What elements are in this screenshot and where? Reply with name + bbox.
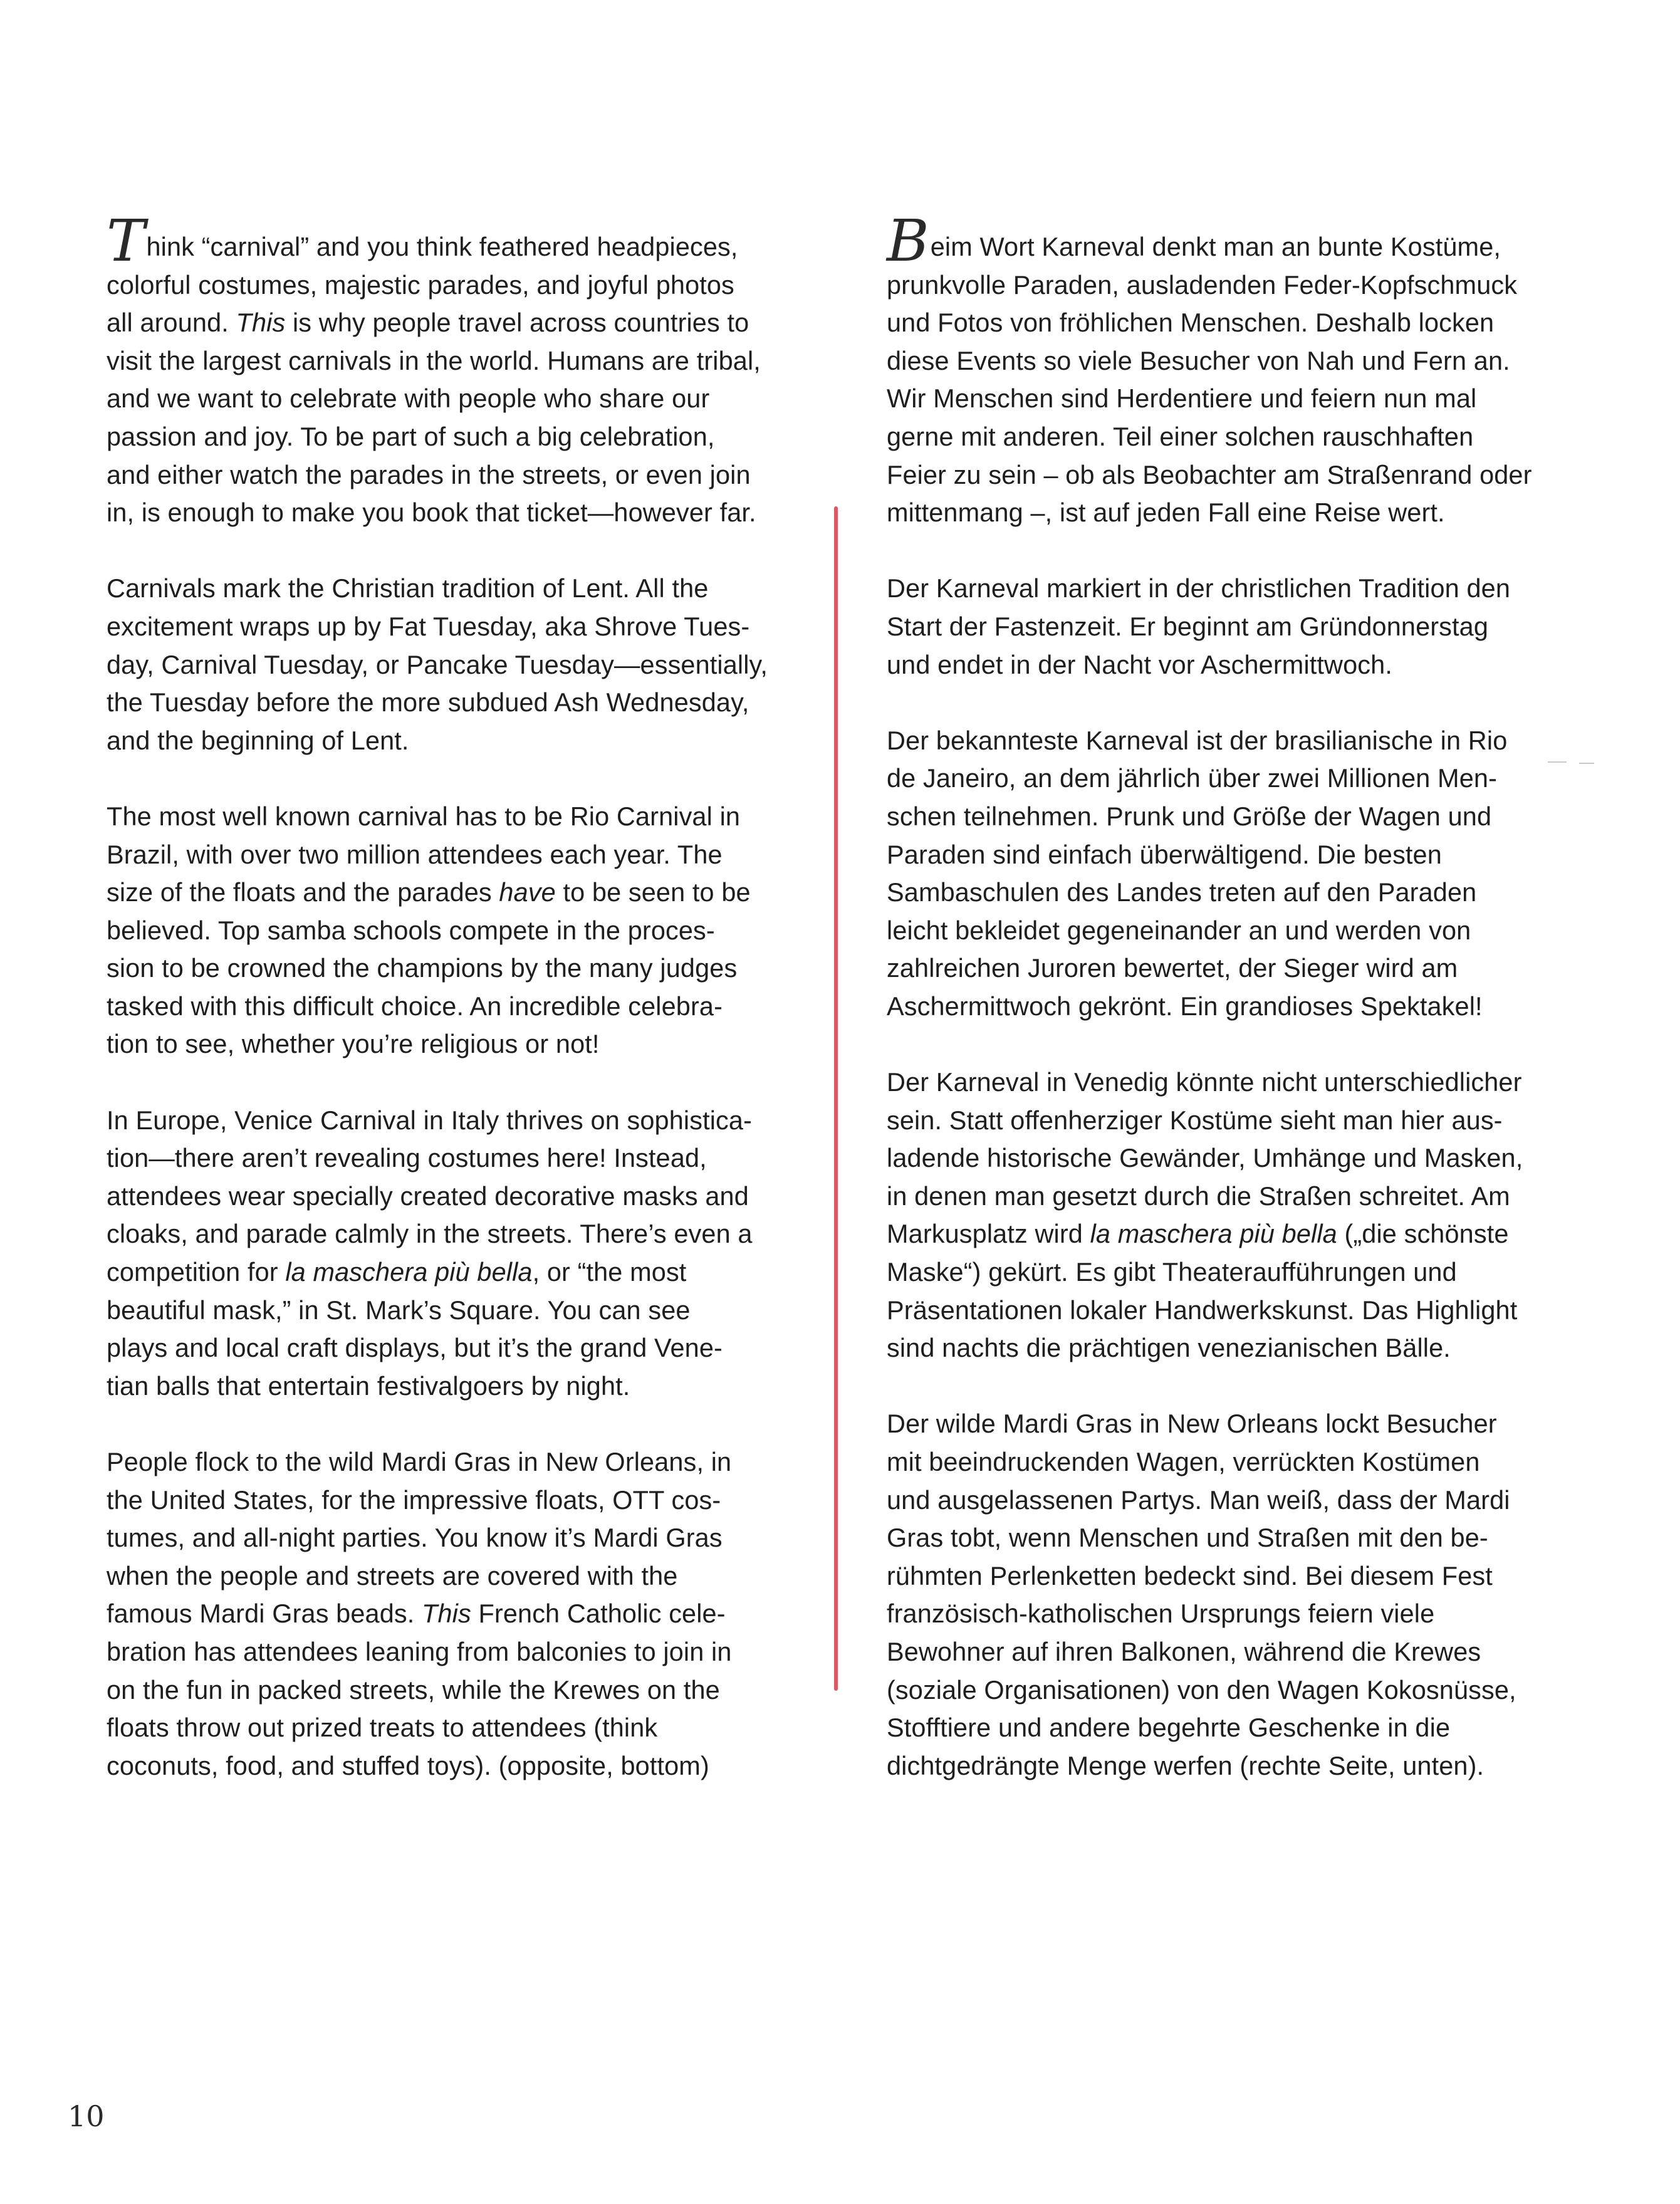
text-line: und endet in der Nacht vor Aschermittwoch.	[887, 649, 1392, 679]
paragraph	[107, 570, 815, 760]
text-line: Markusplatz wird la maschera più bella („die schönste	[887, 1219, 1509, 1249]
text-line: in, is enough to make you book that ticket—however far.	[107, 498, 756, 528]
text-line: diese Events so viele Besucher von Nah und Fern an.	[887, 345, 1510, 375]
text-line: tumes, and all-night parties. You know it’s Mardi Gras	[107, 1523, 723, 1553]
text-line: bration has attendees leaning from balconies to join in	[107, 1636, 732, 1666]
text-line: französisch-katholischen Ursprungs feiern viele	[887, 1599, 1435, 1629]
text-line: mittenmang –, ist auf jeden Fall eine Reise wert.	[887, 498, 1445, 528]
text-line: attendees wear specially created decorative masks and	[107, 1181, 749, 1211]
text-line: and the beginning of Lent.	[107, 725, 409, 755]
text-line-rest: hink “carnival” and you think feathered headpieces,	[146, 232, 738, 261]
text-line: Aschermittwoch gekrönt. Ein grandioses Spektakel!	[887, 991, 1483, 1021]
text-line: Gras tobt, wenn Menschen und Straßen mit den be-	[887, 1523, 1488, 1553]
text-line: when the people and streets are covered with the	[107, 1560, 678, 1590]
text-line: plays and local craft displays, but it’s the grand Vene-	[107, 1333, 723, 1363]
text-line: competition for la maschera più bella, or “the most	[107, 1257, 687, 1287]
text-line: sion to be crowned the champions by the many judges	[107, 953, 738, 983]
text-line: Der Karneval in Venedig könnte nicht unterschiedlicher	[887, 1067, 1522, 1097]
text-line: and we want to celebrate with people who share our	[107, 384, 710, 414]
page-number: 10	[68, 2099, 105, 2133]
text-line: prunkvolle Paraden, ausladenden Feder-Kopfschmuck	[887, 269, 1518, 300]
text-line: sind nachts die prächtigen venezianischen Bälle.	[887, 1333, 1451, 1363]
text-line: Sambaschulen des Landes treten auf den Paraden	[887, 877, 1477, 907]
text-line: (soziale Organisationen) von den Wagen Kokosnüsse,	[887, 1674, 1516, 1705]
text-line: Der Karneval markiert in der christlichen Tradition den	[887, 573, 1511, 603]
paragraph	[107, 1102, 815, 1406]
scan-mark	[1579, 763, 1594, 764]
german-column	[887, 207, 1589, 1823]
text-line: believed. Top samba schools compete in the proces-	[107, 915, 715, 945]
text-line: size of the floats and the parades have to be seen to be	[107, 877, 751, 907]
drop-cap: T	[107, 207, 145, 274]
text-line: schen teilnehmen. Prunk und Größe der Wagen und	[887, 801, 1492, 831]
text-line: Maske“) gekürt. Es gibt Theateraufführungen und	[887, 1257, 1457, 1287]
text-line: ladende historische Gewänder, Umhänge und Masken,	[887, 1143, 1523, 1173]
text-line: Präsentationen lokaler Handwerkskunst. Das Highlight	[887, 1295, 1518, 1325]
text-line: passion and joy. To be part of such a big celebration,	[107, 421, 715, 451]
text-line	[107, 207, 815, 274]
text-line: in denen man gesetzt durch die Straßen schreitet. Am	[887, 1181, 1510, 1211]
text-line: und Fotos von fröhlichen Menschen. Deshalb locken	[887, 308, 1495, 338]
paragraph	[887, 1063, 1589, 1367]
text-line: Feier zu sein – ob als Beobachter am Straßenrand oder	[887, 459, 1532, 489]
text-line: visit the largest carnivals in the world. Humans are tribal,	[107, 345, 761, 375]
paragraph	[887, 1405, 1589, 1785]
text-line: tian balls that entertain festivalgoers by night.	[107, 1371, 630, 1401]
text-line: and either watch the parades in the streets, or even join	[107, 459, 751, 489]
text-line: tion—there aren’t revealing costumes here! Instead,	[107, 1143, 707, 1173]
text-line: Der bekannteste Karneval ist der brasilianische in Rio	[887, 725, 1508, 755]
text-line: colorful costumes, majestic parades, and joyful photos	[107, 269, 734, 300]
text-line: sein. Statt offenherziger Kostüme sieht man hier aus-	[887, 1105, 1503, 1135]
text-line: dichtgedrängte Menge werfen (rechte Seite, unten).	[887, 1750, 1484, 1780]
text-line: zahlreichen Juroren bewertet, der Sieger wird am	[887, 953, 1458, 983]
text-line: Stofftiere und andere begehrte Geschenke in die	[887, 1713, 1451, 1743]
text-line: The most well known carnival has to be Rio Carnival in	[107, 801, 741, 831]
text-line: all around. This is why people travel across countries to	[107, 308, 749, 338]
text-line: the Tuesday before the more subdued Ash Wednesday,	[107, 687, 749, 718]
text-line	[887, 207, 1589, 274]
text-line: Start der Fastenzeit. Er beginnt am Gründonnerstag	[887, 611, 1489, 641]
text-line: Paraden sind einfach überwältigend. Die besten	[887, 839, 1442, 869]
paragraph	[107, 207, 815, 532]
paragraph	[887, 722, 1589, 1026]
text-line: Brazil, with over two million attendees each year. The	[107, 839, 723, 869]
text-line: excitement wraps up by Fat Tuesday, aka Shrove Tues-	[107, 611, 750, 641]
text-line: Carnivals mark the Christian tradition of Lent. All the	[107, 573, 709, 603]
paragraph	[107, 1443, 815, 1785]
text-line: In Europe, Venice Carnival in Italy thrives on sophistica-	[107, 1105, 752, 1135]
text-line: und ausgelassenen Partys. Man weiß, dass der Mardi	[887, 1485, 1510, 1515]
text-line: tion to see, whether you’re religious or not!	[107, 1029, 600, 1059]
text-line: People flock to the wild Mardi Gras in New Orleans, in	[107, 1447, 732, 1476]
column-divider	[834, 506, 838, 1691]
english-column	[107, 207, 815, 1823]
text-line: on the fun in packed streets, while the Krewes on the	[107, 1674, 720, 1705]
text-line: leicht bekleidet gegeneinander an und werden von	[887, 915, 1471, 945]
text-line: tasked with this difficult choice. An incredible celebra-	[107, 991, 723, 1021]
text-line: rühmten Perlenketten bedeckt sind. Bei diesem Fest	[887, 1560, 1493, 1590]
text-line: beautiful mask,” in St. Mark’s Square. You can see	[107, 1295, 691, 1325]
text-line: Bewohner auf ihren Balkonen, während die Krewes	[887, 1636, 1481, 1666]
text-line-rest: eim Wort Karneval denkt man an bunte Kostüme,	[930, 232, 1501, 261]
text-line: mit beeindruckenden Wagen, verrückten Kostümen	[887, 1447, 1480, 1476]
paragraph	[887, 570, 1589, 684]
text-line: coconuts, food, and stuffed toys). (opposite, bottom)	[107, 1750, 709, 1780]
paragraph	[887, 207, 1589, 532]
text-line: famous Mardi Gras beads. This French Catholic cele-	[107, 1599, 726, 1629]
drop-cap: B	[887, 207, 929, 274]
text-line: floats throw out prized treats to attendees (think	[107, 1713, 658, 1743]
scan-mark	[1548, 761, 1567, 763]
text-line: Wir Menschen sind Herdentiere und feiern nun mal	[887, 384, 1477, 414]
text-line: de Janeiro, an dem jährlich über zwei Millionen Men-	[887, 763, 1498, 793]
text-line: day, Carnival Tuesday, or Pancake Tuesday—essentially,	[107, 649, 768, 679]
paragraph	[107, 798, 815, 1063]
text-line: gerne mit anderen. Teil einer solchen rauschhaften	[887, 421, 1474, 451]
text-line: cloaks, and parade calmly in the streets. There’s even a	[107, 1219, 753, 1249]
text-line: Der wilde Mardi Gras in New Orleans lockt Besucher	[887, 1409, 1497, 1439]
text-line: the United States, for the impressive floats, OTT cos-	[107, 1485, 721, 1515]
